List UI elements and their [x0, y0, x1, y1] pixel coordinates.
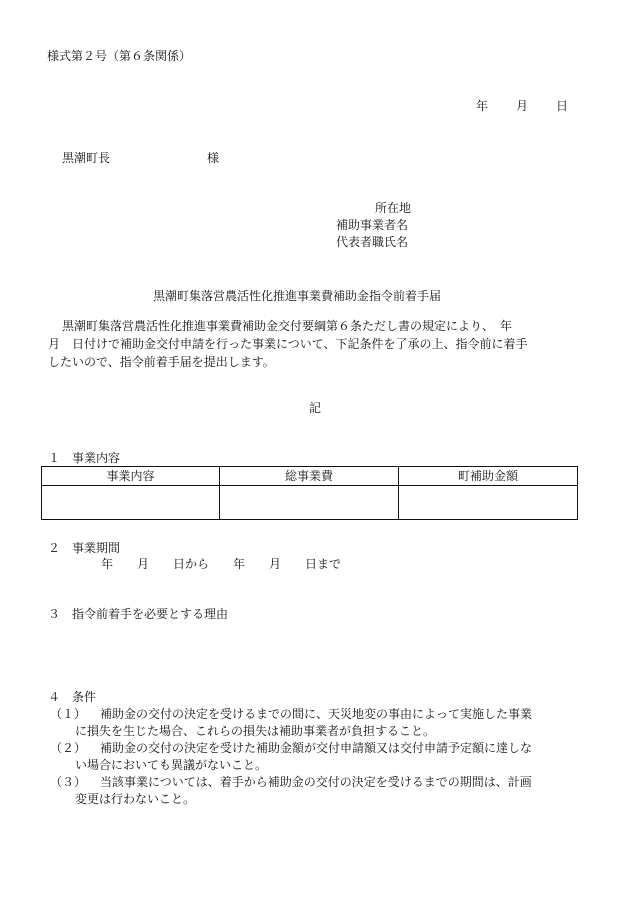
table-row: [42, 486, 578, 520]
body-line-2: 月 日付けで補助金交付申請を行った事業について、下記条件を了承の上、指令前に着手: [48, 337, 528, 351]
cell-total-cost: [220, 486, 399, 520]
condition-line-1: 当該事業については、着手から補助金の交付の決定を受けるまでの期間は、計画: [100, 775, 532, 789]
form-number: 様式第２号（第６条関係）: [47, 49, 192, 63]
project-content-table: [41, 466, 578, 520]
header-total-cost: 総事業費: [220, 467, 399, 486]
cell-town-subsidy: [399, 486, 578, 520]
section3-heading: ３ 指令前着手を必要とする理由: [48, 607, 229, 621]
condition-number: （２）: [50, 741, 87, 755]
header-project-content: 事業内容: [42, 467, 220, 486]
representative-label: 代表者職氏名: [336, 235, 409, 249]
condition-line-2: に損失を生じた場合、これらの損失は補助事業者が負担すること。: [75, 724, 436, 738]
addressee-name: 黒潮町長: [62, 151, 111, 165]
date-day: 日: [556, 99, 569, 113]
condition-line-2: 変更は行わないこと。: [75, 792, 196, 806]
ki-marker: 記: [309, 401, 322, 415]
condition-number: （３）: [50, 775, 87, 789]
condition-number: （１）: [50, 707, 87, 721]
section2-heading: ２ 事業期間: [48, 541, 121, 555]
document-title: 黒潮町集落営農活性化推進事業費補助金指令前着手届: [153, 289, 442, 303]
addressee-honorific: 様: [207, 151, 220, 165]
cell-project-content: [42, 486, 220, 520]
location-label: 所在地: [375, 201, 412, 215]
table-header-row: [42, 467, 578, 486]
condition-line-2: い場合においても異議がないこと。: [75, 758, 268, 772]
condition-line-1: 補助金の交付の決定を受けた補助金額が交付申請額又は交付申請予定額に達しな: [100, 741, 533, 755]
header-town-subsidy: 町補助金額: [399, 467, 578, 486]
body-line-3: したいので、指令前着手届を提出します。: [48, 355, 275, 369]
date-year: 年: [476, 99, 489, 113]
body-line-1: 黒潮町集落営農活性化推進事業費補助金交付要綱第６条ただし書の規定により、 年: [62, 319, 513, 333]
project-period: 年 月 日から 年 月 日まで: [101, 557, 342, 571]
date-month: 月: [516, 99, 529, 113]
section1-heading: １ 事業内容: [48, 451, 121, 465]
condition-line-1: 補助金の交付の決定を受けるまでの間に、天災地変の事由によって実施した事業: [100, 707, 533, 721]
business-name-label: 補助事業者名: [336, 218, 409, 232]
section4-heading: ４ 条件: [48, 690, 97, 704]
